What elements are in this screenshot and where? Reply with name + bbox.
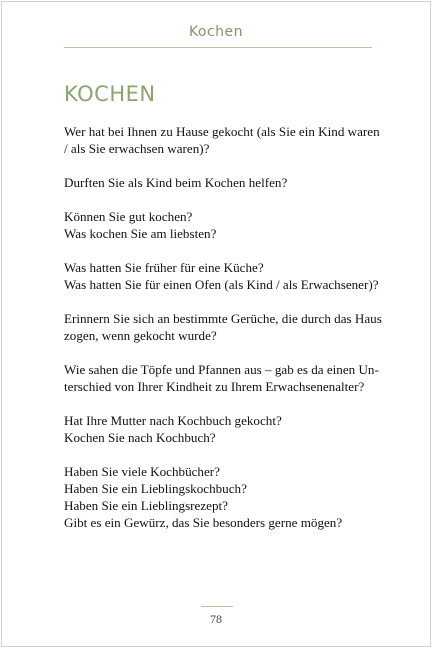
page-number: 78 (210, 612, 222, 626)
question-paragraph (64, 208, 379, 242)
text-line: Wie sahen die Töpfe und Pfannen aus – gab es da einen Un- (64, 362, 379, 377)
question-list (64, 123, 382, 548)
text-line: Haben Sie viele Kochbücher? (64, 464, 220, 479)
text-line: Durften Sie als Kind beim Kochen helfen? (64, 175, 288, 190)
question-paragraph (64, 412, 379, 446)
question-paragraph (64, 259, 379, 293)
text-line: zogen, wenn gekocht wurde? (64, 328, 217, 343)
text-line: Kochen Sie nach Kochbuch? (64, 430, 216, 445)
text-line: Wer hat bei Ihnen zu Hause gekocht (als Sie ein Kind waren (64, 124, 380, 139)
chapter-title: KOCHEN (64, 82, 156, 106)
text-line: Können Sie gut kochen? (64, 209, 193, 224)
text-line: Gibt es ein Gewürz, das Sie besonders gerne mögen? (64, 515, 343, 530)
header-divider (64, 47, 372, 48)
question-paragraph (64, 310, 382, 344)
text-line: Haben Sie ein Lieblingskochbuch? (64, 481, 247, 496)
text-line: Erinnern Sie sich an bestimmte Gerüche, die durch das Haus (64, 311, 382, 326)
text-line: / als Sie erwachsen waren)? (64, 141, 210, 156)
text-line: Haben Sie ein Lieblingsrezept? (64, 498, 228, 513)
text-line: terschied von Ihrer Kindheit zu Ihrem Erwachsenenalter? (64, 379, 365, 394)
question-paragraph (64, 463, 379, 531)
text-line: Hat Ihre Mutter nach Kochbuch gekocht? (64, 413, 282, 428)
book-page (1, 1, 431, 647)
question-paragraph (64, 174, 379, 191)
question-paragraph (64, 123, 379, 157)
text-line: Was hatten Sie für einen Ofen (als Kind / als Erwachsener)? (64, 277, 379, 292)
question-paragraph (64, 361, 379, 395)
text-line: Was hatten Sie früher für eine Küche? (64, 260, 264, 275)
text-line: Was kochen Sie am liebsten? (64, 226, 217, 241)
running-header: Kochen (188, 24, 244, 40)
footer-divider (201, 606, 233, 607)
